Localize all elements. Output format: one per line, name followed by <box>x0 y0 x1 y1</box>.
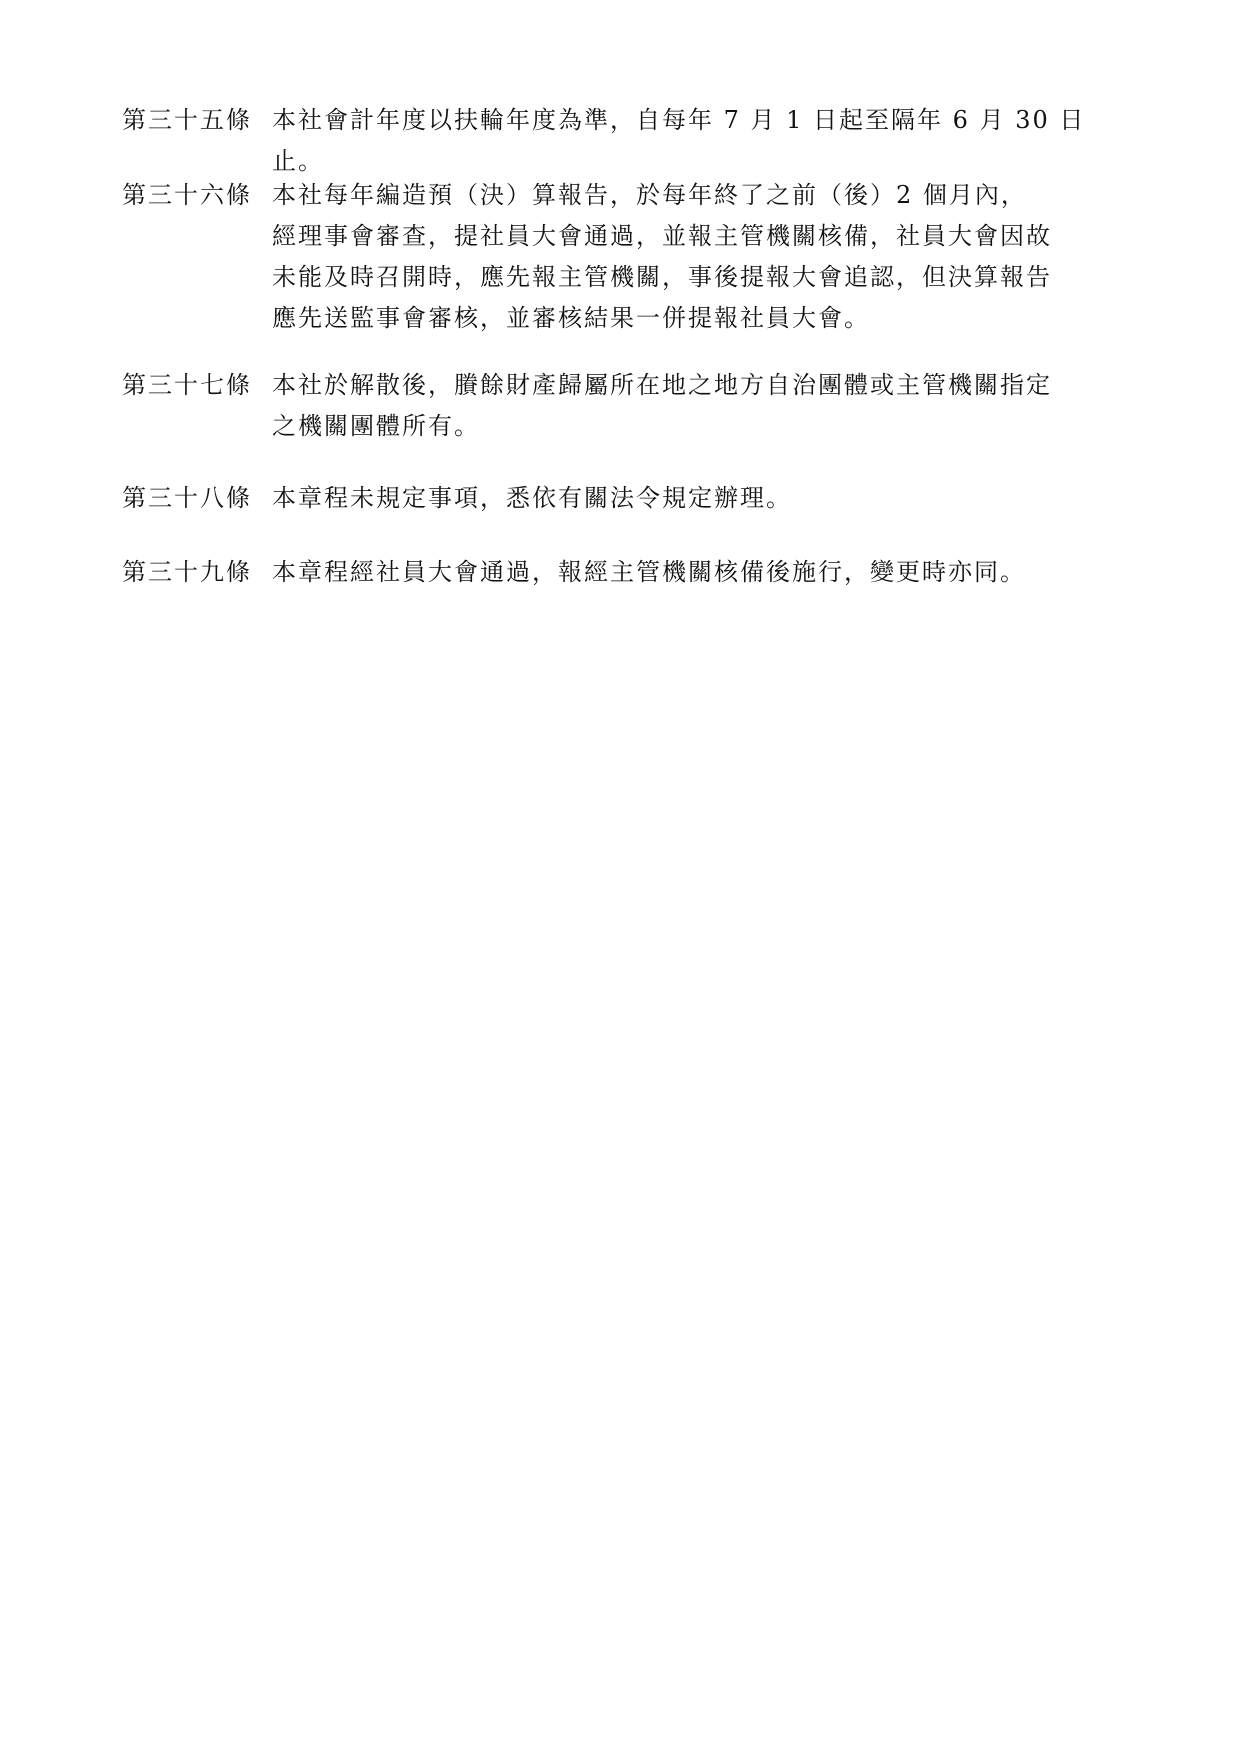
article-text: 本章程經社員大會通過，報經主管機關核備後施行，變更時亦同。 <box>272 558 1026 586</box>
article-number: 第三十八條 <box>122 484 252 512</box>
article-number: 第三十七條 <box>122 371 252 399</box>
article-text: 本章程未規定事項，悉依有關法令規定辦理。 <box>272 484 792 512</box>
article-text: 本社會計年度以扶輪年度為準，自每年 7 月 1 日起至隔年 6 月 30 日止。 <box>272 106 1086 175</box>
article-number: 第三十五條 <box>122 106 252 134</box>
article-36 <box>122 175 1122 339</box>
article-number: 第三十六條 <box>122 181 252 209</box>
article-38 <box>122 478 1122 519</box>
article-35 <box>122 100 1122 182</box>
article-text: 本社於解散後，賸餘財產歸屬所在地之地方自治團體或主管機關指定 之機關團體所有。 <box>272 371 1052 440</box>
article-39 <box>122 552 1122 593</box>
article-37 <box>122 365 1122 447</box>
article-number: 第三十九條 <box>122 558 252 586</box>
article-text: 本社每年編造預（決）算報告，於每年終了之前（後）2 個月內， 經理事會審查，提社員大會通過，並報主管機關核備，社員大會因故 未能及時召開時，應先報主管機關，事後提報大會追認，但決算報告 應先送監事會審核，並審核結果一併提報社員大會。 <box>272 181 1052 332</box>
